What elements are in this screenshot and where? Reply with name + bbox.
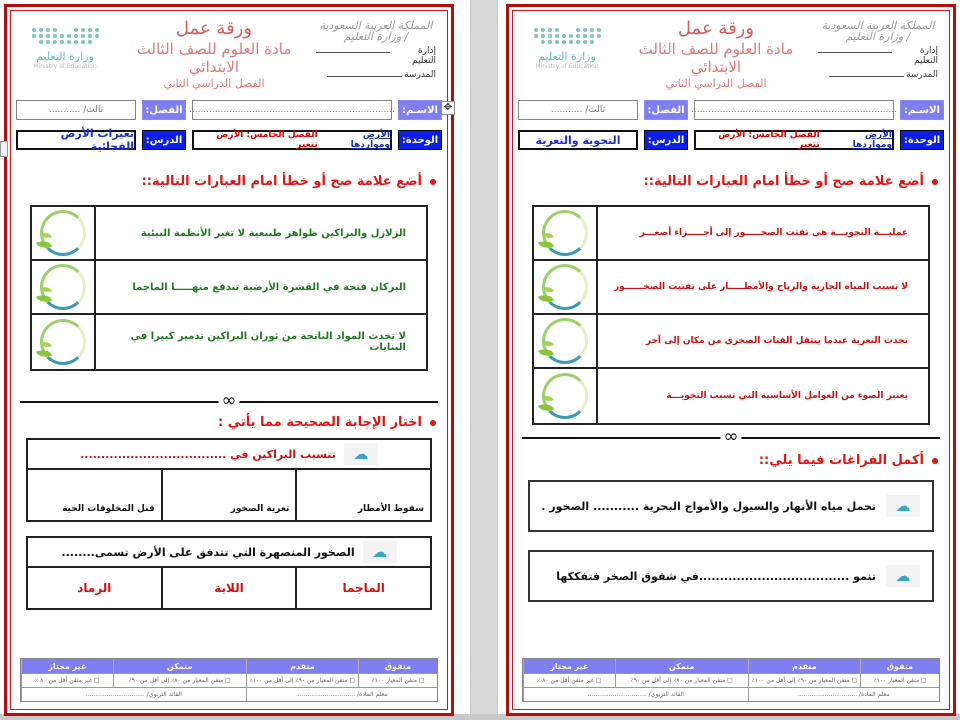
chapter-name: الفصل الخامس: الأرض تتغير [216,130,318,150]
ministry-name-en: Ministry of Education [535,63,599,70]
statement-text: لا تحدث المواد الناتجة من ثوران البراكين تدمير كبيرا في البنايات [94,315,426,369]
answer-circle[interactable] [32,207,94,259]
statement-text: عمليـــة التجويـــة هي تفتت الصخـــــور إلى أجـــــزاء أصغـــر [596,207,928,259]
multiple-choice-question-1 [26,438,432,522]
unit-name: الأرض ومواردها [350,130,390,150]
cloud-icon: ☁ [886,495,920,517]
fill-blank-question-1 [528,480,934,532]
cloud-icon: ☁ [363,541,397,563]
lesson-label: الدرس: [142,130,186,150]
level-excellent: متفوق [358,659,437,673]
subject-title: مادة العلوم للصف الثالث الابتدائي [638,40,794,76]
statement-text: البركان فتحة في القشرة الأرضية تتدفع منهـــــا الماجما [94,261,426,313]
bullet-icon [430,420,436,426]
criterion-checkbox[interactable]: □ غير متقن أقل من ٨٠ ٪ [523,674,615,687]
table-row [32,207,426,261]
criterion-checkbox[interactable]: □ متقن المعيار ١٠٠٪ [358,674,437,687]
unit-lesson-row [16,127,442,153]
bullet-icon [932,458,938,464]
level-excellent: متفوق [860,659,939,673]
name-field[interactable]: ........................................................................ [694,100,894,120]
level-proficient: متمكن [615,659,748,673]
answer-circle[interactable] [534,261,596,313]
unit-label: الوحدة: [398,130,442,150]
leaf-ring-icon [40,210,86,256]
chapter-name: الفصل الخامس: الأرض تتغير [718,130,820,150]
criterion-checkbox[interactable]: □ غير متقن أقل من ٨٠ ٪ [21,674,113,687]
worksheet-page-1 [4,4,454,716]
ornament-divider [518,426,944,447]
option[interactable]: الماجما [295,568,430,608]
fill-blanks-heading: أكمل الفراغات فيما يلي:: [518,453,944,468]
criterion-checkbox[interactable]: □ متقن المعيار من ٨٠٪ إلى أقل من ٩٠٪ [615,674,748,687]
statement-text: يعتبر الضوء من العوامل الأساسية التي تسبب التجويـــة [596,369,928,423]
table-row [534,207,928,261]
school-label: المدرسة [906,70,938,80]
worksheet-header [16,14,442,94]
education-admin-field[interactable] [818,44,892,53]
education-admin-label: إدارة التعليم [412,46,436,66]
leaf-ring-icon [542,318,588,364]
name-label: الاسـم: [900,100,944,120]
true-false-table [30,205,428,371]
worksheet-title: ورقة عمل [677,18,755,39]
class-field[interactable]: ثالث/ ........... [16,100,136,120]
answer-circle[interactable] [534,315,596,367]
statement-text: تحدث التعرية عندما ينتقل الفتات الصخري من مكان إلى آخر [596,315,928,367]
school-label: المدرسة [404,70,436,80]
ministry-logo-icon [522,28,612,44]
criterion-checkbox[interactable]: □ متقن المعيار من ٩٠٪ إلى أقل من ١٠٠٪ [246,674,358,687]
level-advanced: متقدم [246,659,358,673]
bullet-icon [932,179,938,185]
criterion-checkbox[interactable]: □ متقن المعيار من ٨٠٪ إلى أقل من ٩٠٪ [113,674,246,687]
term-title: الفصل الدراسي الثاني [163,77,265,90]
table-row [534,315,928,369]
bullet-icon [430,179,436,185]
option[interactable]: سقوط الأمطار [295,470,430,520]
ornament-icon: ∞ [721,429,742,445]
level-not-passed: غير مجتاز [523,659,615,673]
education-admin-label: إدارة التعليم [914,46,938,66]
answer-circle[interactable] [534,207,596,259]
option[interactable]: الرماد [77,581,112,595]
supervisor-signature: القائد التربوي/ ............................... [523,688,748,701]
ministry-name-ar: وزارة التعليم [36,50,94,63]
ministry-name-ar: وزارة التعليم [538,50,596,63]
education-admin-field[interactable] [316,44,390,53]
supervisor-signature: القائد التربوي/ ............................... [21,688,246,701]
question-text: الصخور المنصهرة التي تتدفق على الأرض تسمى........ [61,545,355,559]
true-false-heading: أضع علامة صح أو خطأ امام العبارات التالية:: [518,174,944,189]
ministry-logo [20,28,110,70]
table-row [534,261,928,315]
kingdom-logo-text: المملكة العربية السعودية / وزارة التعليم [821,19,935,43]
statement-text: لا تسبب المياه الجارية والرياح والأمطـــــار على تفتيت الصخــــــور [596,261,928,313]
teacher-signature: معلم المادة/ ............................... [246,688,437,701]
unit-label: الوحدة: [900,130,944,150]
page-side-handle[interactable] [0,141,8,157]
ornament-divider [16,390,442,411]
lesson-label: الدرس: [644,130,688,150]
worksheet-header [518,14,944,94]
cloud-icon: ☁ [886,565,920,587]
ornament-icon: ∞ [219,393,240,409]
answer-circle[interactable] [534,369,596,423]
table-row [32,261,426,315]
leaf-ring-icon [40,264,86,310]
question-text: تتسبب البراكين في ................................... [80,447,336,461]
option[interactable]: اللابة [161,568,296,608]
criterion-checkbox[interactable]: □ متقن المعيار ١٠٠٪ [860,674,939,687]
class-label: الفصل: [142,100,186,120]
unit-value [192,130,392,150]
worksheet-title: ورقة عمل [175,18,253,39]
statement-text: الزلازل والبراكين ظواهر طبيعية لا تغير الأنظمة البيئية [94,207,426,259]
level-not-passed: غير مجتاز [21,659,113,673]
true-false-heading: أضع علامة صح أو خطأ امام العبارات التالية:: [16,174,442,189]
kingdom-logo-text: المملكة العربية السعودية / وزارة التعليم [319,19,433,43]
multiple-choice-heading: اختار الإجابة الصحيحة مما يأتي : [16,415,442,430]
class-field[interactable]: ثالث/ ........... [518,100,638,120]
level-proficient: متمكن [113,659,246,673]
assessment-footer [522,658,940,702]
lesson-value: تغيرات الأرض الفجائية [16,130,136,150]
leaf-ring-icon [40,319,86,365]
option[interactable]: قتل المخلوقات الحية [62,504,155,514]
lesson-value: التجوية والتعرية [518,130,638,150]
page-gutter [470,0,498,720]
true-false-table [532,205,930,425]
unit-name: الأرض ومواردها [852,130,892,150]
leaf-ring-icon [542,373,588,419]
subject-title: مادة العلوم للصف الثالث الابتدائي [136,40,292,76]
table-move-handle-icon[interactable]: ✥ [441,101,455,115]
name-class-row [16,100,442,120]
criterion-checkbox[interactable]: □ متقن المعيار من ٩٠٪ إلى أقل من ١٠٠٪ [748,674,860,687]
unit-lesson-row [518,130,944,150]
name-class-row [518,100,944,120]
option[interactable]: تعرية الصخور [161,470,296,520]
multiple-choice-question-2 [26,536,432,610]
name-label: الاسـم: [398,100,442,120]
blank-sentence[interactable]: تنمو ....................................في شقوق الصخر فتفككها [556,569,876,583]
answer-circle[interactable] [32,315,94,369]
term-title: الفصل الدراسي الثاني [665,77,767,90]
leaf-ring-icon [542,264,588,310]
cloud-icon: ☁ [344,443,378,465]
teacher-signature: معلم المادة/ ............................... [748,688,939,701]
level-advanced: متقدم [748,659,860,673]
class-label: الفصل: [644,100,688,120]
answer-circle[interactable] [32,261,94,313]
ministry-logo [522,28,612,70]
worksheet-page-2 [506,4,956,716]
leaf-ring-icon [542,210,588,256]
ministry-logo-icon [20,28,110,44]
unit-value [694,130,894,150]
school-field[interactable] [829,68,904,77]
name-field[interactable]: ........................................................................ [192,100,392,120]
fill-blank-question-2 [528,550,934,602]
school-field[interactable] [327,68,402,77]
table-row [32,315,426,369]
blank-sentence[interactable]: تحمل مياه الأنهار والسيول والأمواج البحرية ........... الصخور . [541,499,876,513]
ministry-name-en: Ministry of Education [33,63,97,70]
assessment-footer [20,658,438,702]
table-row [534,369,928,423]
